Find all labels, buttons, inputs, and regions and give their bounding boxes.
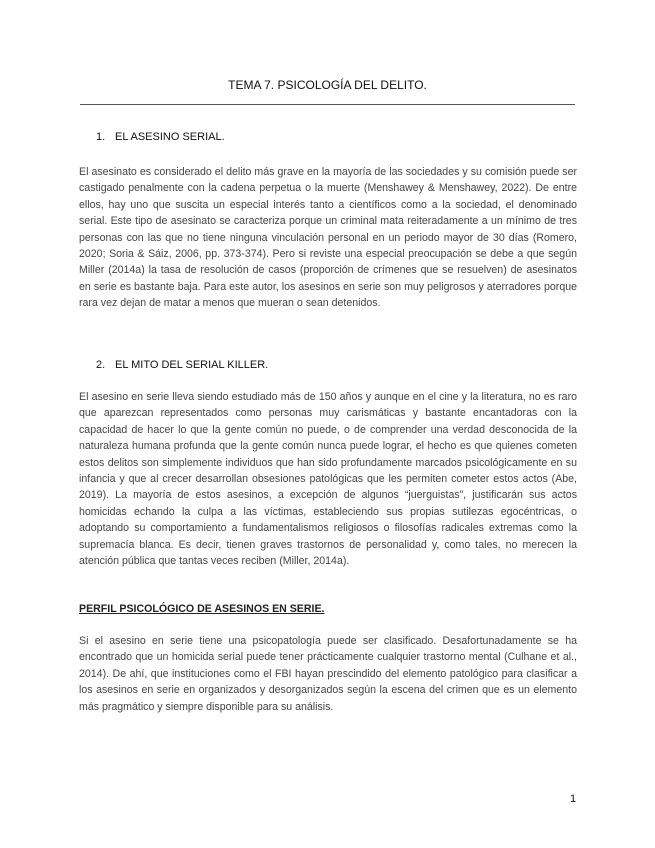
section-number: 2.: [96, 359, 106, 371]
section-heading-1: [96, 131, 225, 143]
section-heading-text: EL MITO DEL SERIAL KILLER.: [115, 359, 269, 371]
title-divider: [80, 104, 575, 105]
section-2-paragraph: El asesino en serie lleva siendo estudiado más de 150 años y aunque en el cine y la literatura, no es raro que aparezcan representados como personas muy carismáticas y bastante encantadoras con la capacidad de hacer lo que la gente común no puede, o de comprender una verdad desconocida de la naturaleza humana profunda que la gente común nunca puede lograr, el hecho es que quienes cometen estos delitos son simplemente individuos que han sido profundamente marcados psicológicamente en su infancia y que al crecer desarrollan obsesiones patológicas que les permiten cometer estos actos (Abe, 2019). La mayoría de estos asesinos, a excepción de algunos “juerguistas”, justificarán sus actos homicidas echando la culpa a las víctimas, estableciendo sus propias sutilezas egocéntricas, o adoptando su comportamiento a fundamentalismos religiosos o filosofías radicales extremas como la supremacía blanca. Es decir, tienen graves trastornos de personalidad y, como tales, no merecen la atención pública que tantas veces reciben (Miller, 2014a).: [79, 391, 577, 568]
section-1-paragraph: El asesinato es considerado el delito más grave en la mayoría de las sociedades y su comisión puede ser castigado penalmente con la cadena perpetua o la muerte (Menshawey & Menshawey, 2022). De entre ellos, hay uno que suscita un especial interés tanto a científicos como a la sociedad, el denominado serial. Este tipo de asesinato se caracteriza porque un criminal mata reiteradamente a un mínimo de tres personas con las que no tiene ninguna vinculación personal en un periodo mayor de 30 días (Romero, 2020; Soria & Sáiz, 2006, pp. 373-374). Pero si reviste una especial preocupación se debe a que según Miller (2014a) la tasa de resolución de casos (proporción de crímenes que se resuelven) de asesinatos en serie es bastante baja. Para este autor, los asesinos en serie son muy peligrosos y aterradores porque rara vez dejan de matar a menos que mueran o sean detenidos.: [79, 166, 577, 310]
subsection-paragraph: Si el asesino en serie tiene una psicopatología puede ser clasificado. Desafortunadamente se ha encontrado que un homicida serial puede tener prácticamente cualquier trastorno mental (Culhane et al., 2014). De ahí, que instituciones como el FBI hayan prescindido del elemento patológico para clasificar a los asesinos en serie en organizados y desorganizados según la escena del crimen que es un elemento más pragmático y siempre disponible para su análisis.: [79, 635, 577, 713]
section-heading-text: EL ASESINO SERIAL.: [115, 131, 225, 143]
section-heading-2: [96, 359, 268, 371]
page-number: 1: [570, 793, 577, 805]
subsection-heading: PERFIL PSICOLÓGICO DE ASESINOS EN SERIE.: [79, 603, 325, 615]
document-title: TEMA 7. PSICOLOGÍA DEL DELITO.: [228, 78, 427, 92]
section-number: 1.: [96, 131, 106, 143]
